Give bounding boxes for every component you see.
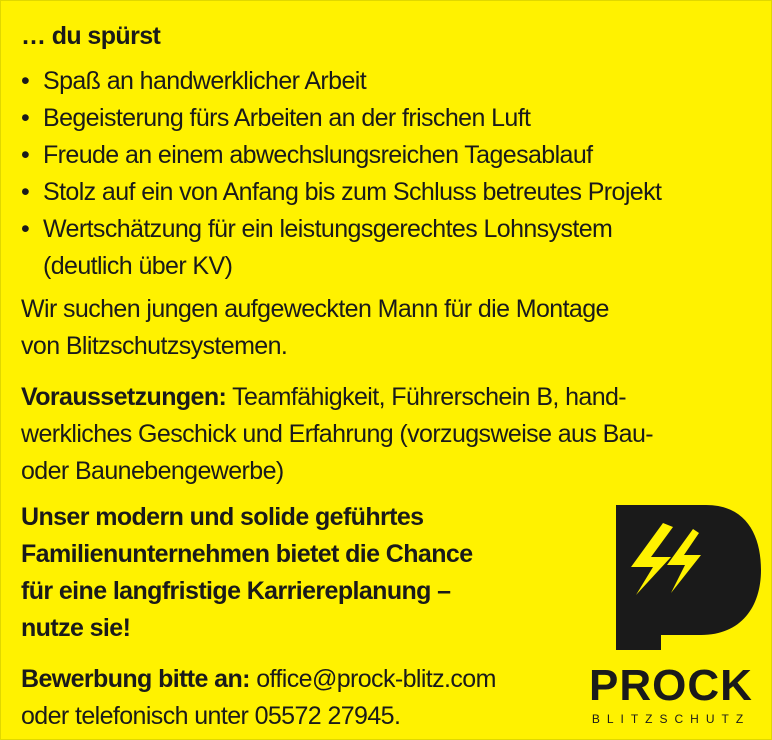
bullet-icon: • bbox=[21, 178, 30, 206]
list-item: • Spaß an handwerklicher Arbeit bbox=[21, 63, 661, 100]
bullet-icon: • bbox=[21, 104, 30, 132]
list-item: • Wertschätzung für ein leistungsgerechtes Lohnsystem bbox=[21, 211, 661, 248]
application-label: Bewerbung bitte an: bbox=[21, 665, 250, 693]
bullet-icon: • bbox=[21, 141, 30, 169]
logo-wordmark: PROCK bbox=[589, 661, 753, 710]
bullet-icon: • bbox=[21, 67, 30, 95]
list-item: • Stolz auf ein von Anfang bis zum Schluss betreutes Projekt bbox=[21, 174, 661, 211]
email-link[interactable]: office@prock-blitz.com bbox=[249, 665, 496, 693]
list-item-continuation: (deutlich über KV) bbox=[43, 252, 233, 280]
requirements-label: Voraussetzungen: bbox=[21, 383, 227, 411]
benefits-list bbox=[21, 63, 661, 285]
requirements-text: Voraussetzungen: Teamfähigkeit, Führerschein B, hand- werkliches Geschick und Erfahrung (vorzugsweise aus Bau- oder Baunebengewerbe) bbox=[21, 383, 653, 485]
application-contact bbox=[21, 661, 496, 735]
offer-text: Unser modern und solide geführtes Familienunternehmen bietet die Chance für eine langfristige Karriereplanung – nutze sie! bbox=[21, 503, 473, 642]
bullet-icon: • bbox=[21, 215, 30, 243]
list-item: • Freude an einem abwechslungsreichen Tagesablauf bbox=[21, 137, 661, 174]
search-text: Wir suchen jungen aufgeweckten Mann für die Montage von Blitzschutzsystemen. bbox=[21, 295, 609, 360]
logo-tagline: BLITZSCHUTZ bbox=[591, 712, 751, 726]
phone-line: oder telefonisch unter 05572 27945. bbox=[21, 702, 401, 730]
list-item: • Begeisterung fürs Arbeiten an der frischen Luft bbox=[21, 100, 661, 137]
heading: … du spürst bbox=[21, 22, 161, 50]
